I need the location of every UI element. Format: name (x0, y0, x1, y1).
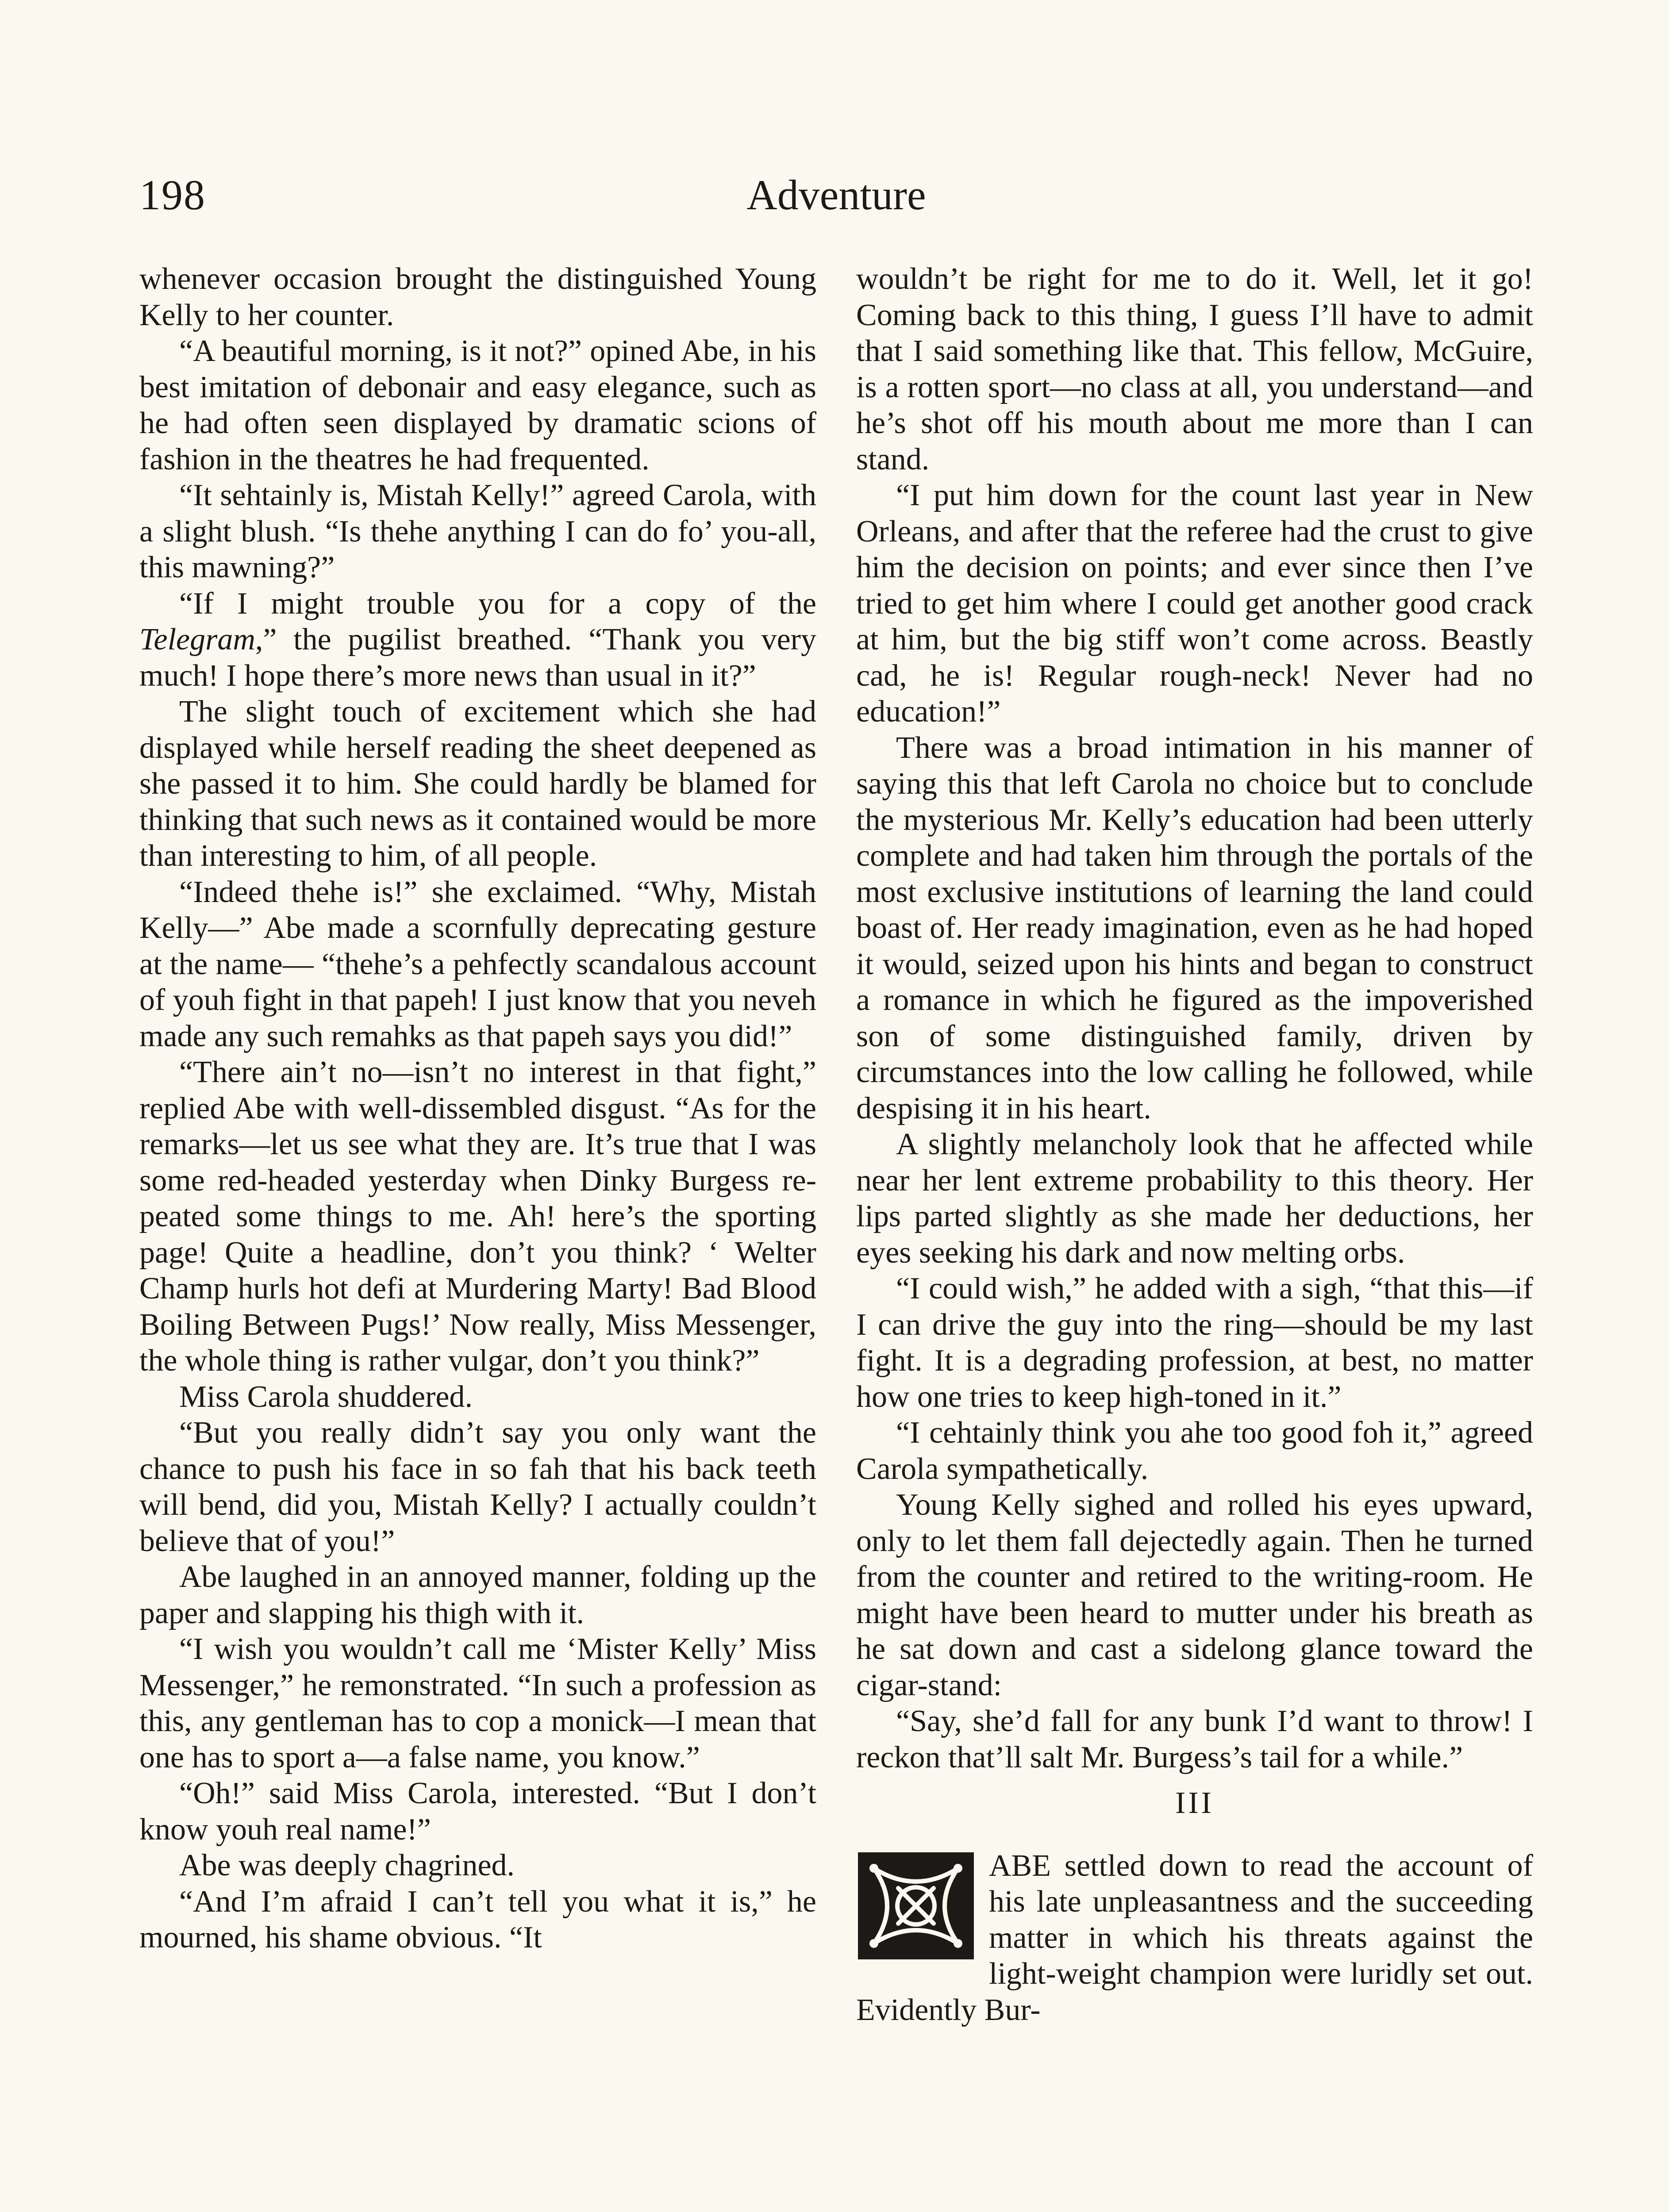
right-column (856, 261, 1533, 2028)
paragraph: “Indeed thehe is!” she exclaimed. “Why, Mistah Kelly—” Abe made a scornfully deprecating gesture at the name— “thehe’s a pehfectly scandalous account of youh fight in that papeh! I just know that you neveh made any such remahks as that papeh says you did!” (139, 875, 816, 1053)
paragraph: “But you really didn’t say you only want the chance to push his face in so fah that his back teeth will bend, did you, Mistah Kelly? I actually couldn’t believe that of you!” (139, 1416, 816, 1558)
paragraph: A slightly melancholy look that he affected while near her lent extreme probability to this theory. Her lips parted slightly as she made her deductions, her eyes seeking his dark and now melting orbs. (856, 1127, 1533, 1270)
paragraph: “It sehtainly is, Mistah Kelly!” agreed Carola, with a slight blush. “Is thehe anything I can do fo’ you-all, this mawning?” (139, 478, 816, 584)
paragraph: “There ain’t no—isn’t no interest in that fight,” replied Abe with well-dissembled disgust. “As for the remarks—let us see what they are. It’s true that I was some red-headed yesterday when Dinky Burgess repeated some things to me. Ah! here’s the sporting page! Quite a headline, don’t you think? ‘ Welter Champ hurls hot defi at Murdering Marty! Bad Blood Boiling Between Pugs!’ Now really, Miss Messenger, the whole thing is rather vulgar, don’t you think?” (139, 1055, 816, 1378)
paragraph: Young Kelly sighed and rolled his eyes upward, only to let them fall dejectedly again. Then he turned from the counter and retired to the writing-room. He might have been heard to mutter under his breath as he sat down and cast a sidelong glance toward the cigar-stand: (856, 1488, 1533, 1702)
paragraph: “I cehtainly think you ahe too good foh it,” agreed Carola sympathetically. (856, 1416, 1533, 1486)
section-numeral: III (1175, 1786, 1214, 1820)
paragraph: “Oh!” said Miss Carola, interested. “But I don’t know youh real name!” (139, 1776, 816, 1847)
paragraph: Abe laughed in an annoyed manner, folding up the paper and slapping his thigh with it. (139, 1560, 816, 1630)
paragraph: “A beautiful morning, is it not?” opined Abe, in his best imitation of debonair and easy elegance, such as he had often seen displayed by dramatic scions of fashion in the theatres he had frequented. (139, 334, 816, 476)
paragraph: “And I’m afraid I can’t tell you what it is,” he mourned, his shame obvious. “It (139, 1884, 816, 1955)
paragraph: “I put him down for the count last year in New Orleans, and after that the referee had the crust to give him the decision on points; and ever since then I’ve tried to get him where I could get another good crack at him, but the big stiff won’t come across. Beastly cad, he is! Regular rough-neck! Never had no education!” (856, 478, 1533, 729)
running-title: Adventure (746, 171, 926, 219)
paragraph: “I could wish,” he added with a sigh, “that this—if I can drive the guy into the ring—should be my last fight. It is a degrading profession, at best, no matter how one tries to keep high-toned in it.” (856, 1271, 1533, 1414)
left-column (139, 261, 816, 1956)
paragraph: whenever occasion brought the distinguished Young Kelly to her counter. (139, 262, 816, 332)
paragraph: “If I might trouble you for a copy of the Telegram,” the pugilist breathed. “Thank you very much! I hope there’s more news than usual in it?” (139, 586, 816, 693)
paragraph: ABE settled down to read the account of his late unpleasantness and the succeeding matter in which his threats against the light-weight champion were luridly set out. Evidently Bur- (856, 1848, 1533, 2027)
section-opening (856, 1848, 1533, 2028)
knotwork-ornament-icon (856, 1851, 976, 1961)
page-number: 198 (139, 171, 206, 219)
paragraph: The slight touch of excitement which she had displayed while herself reading the sheet deepened as she passed it to him. She could hardly be blamed for thinking that such news as it contained would be more than interesting to him, of all people. (139, 695, 816, 873)
paragraph: There was a broad intimation in his manner of saying this that left Carola no choice but to conclude the mysterious Mr. Kelly’s education had been utterly complete and had taken him through the portals of the most exclusive institutions of learning the land could boast of. Her ready imagination, even as he had hoped it would, seized upon his hints and began to construct a romance in which he figured as the impoverished son of some distinguished family, driven by circumstances into the low calling he followed, while despising it in his heart. (856, 730, 1533, 1125)
paragraph: “Say, she’d fall for any bunk I’d want to throw! I reckon that’ll salt Mr. Burgess’s tail for a while.” (856, 1704, 1533, 1774)
paragraph: Abe was deeply chagrined. (179, 1848, 515, 1882)
paragraph: Miss Carola shuddered. (179, 1379, 473, 1414)
page-header (139, 170, 1533, 237)
paragraph: wouldn’t be right for me to do it. Well, let it go! Coming back to this thing, I guess I’ll have to admit that I said something like that. This fellow, McGuire, is a rotten sport—no class at all, you understand—and he’s shot off his mouth about me more than I can stand. (856, 262, 1533, 476)
paragraph: “I wish you wouldn’t call me ‘Mister Kelly’ Miss Messenger,” he remonstrated. “In such a profession as this, any gentleman has to cop a monick—I mean that one has to sport a—a false name, you know.” (139, 1632, 816, 1774)
